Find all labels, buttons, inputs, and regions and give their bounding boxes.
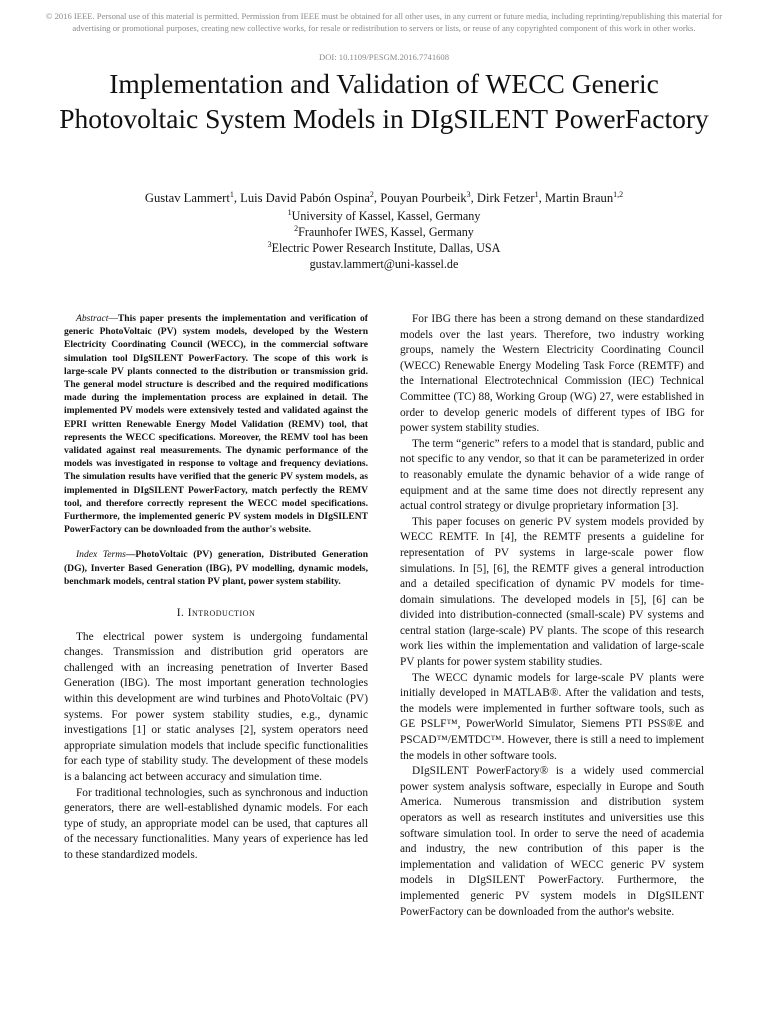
affiliation-line	[40, 224, 728, 240]
affiliation-line	[40, 240, 728, 256]
paragraph: DIgSILENT PowerFactory® is a widely used commercial power system analysis software, especially in Europe and South America. Numerous transmission and distribution system operators as well as research institutes and universities use this software simulation tool. In order to serve the need of academia and industry, the new contribution of this paper is the implementation and validation of WECC generic PV system models in DIgSILENT PowerFactory. Furthermore, the implemented generic PV system models in DIgSILENT PowerFactory can be downloaded from the author's website.	[400, 765, 704, 918]
index-terms-label: Index Terms	[76, 549, 126, 561]
author-email: gustav.lammert@uni-kassel.de	[309, 257, 459, 271]
paragraph: This paper focuses on generic PV system models provided by WECC REMTF. In [4], the REMTF presents a guideline for representation of PV systems in large-scale power flow simulations. In [5], [6], the REMTF gives a general introduction and a detailed specification of dynamic PV models for time-domain simulations. The developed models in [5], [6] can be divided into distribution-connected (small-scale) PV systems and central station (large-scale) PV plants. The scope of this research work lies within the implementation and validation of large-scale PV plants for power system stability studies.	[400, 515, 704, 669]
section-heading	[64, 606, 368, 622]
affiliation-marker: 1	[287, 207, 292, 217]
author-affil-marker: 1,2	[613, 189, 624, 199]
abstract-dash: —	[108, 313, 118, 324]
copyright-notice: © 2016 IEEE. Personal use of this material is permitted. Permission from IEEE must be obtained for all other uses, in any current or future media, including reprinting/republishing this material for advertising or promotional purposes, creating new collective works, for resale or redistribution to servers or lists, or reuse of any copyrighted component of this work in other works.	[45, 11, 723, 33]
abstract-label: Abstract	[76, 313, 109, 324]
paragraph: The electrical power system is undergoing fundamental changes. Transmission and distribution grid operators are challenged with an increasing penetration of Inverter Based Generation (IBG). The most important generation technologies within this development are wind turbines and PhotoVoltaic (PV) systems. For power system stability studies, e.g., dynamic investigations [1] or static analyses [2], system operators need appropriate simulation models that include specific functionalities for each type of stability study. The development of these models is a balancing act between accuracy and simulation time.	[64, 630, 368, 783]
author-affil-marker: 1	[534, 189, 539, 199]
affiliation-line	[40, 208, 728, 224]
author-list: Gustav Lammert$^1$, Luis David Pabón Ospina$^2$, Pouyan Pourbeik$^3$, Dirk Fetzer$^1$, Martin Braun$^{1,2}$	[144, 189, 624, 205]
author-name: Pouyan Pourbeik	[380, 191, 467, 205]
index-terms-text: PhotoVoltaic (PV) generation, Distributed Generation (DG), Inverter Based Generation (IBG), PV modelling, dynamic models, benchmark models, central station PV plant, power system stability.	[64, 549, 369, 587]
right-column	[400, 312, 704, 920]
left-column	[64, 312, 368, 864]
doi-line: DOI: 10.1109/PESGM.2016.7741608	[318, 52, 450, 62]
author-name: Dirk Fetzer	[476, 191, 535, 205]
paragraph: The WECC dynamic models for large-scale PV plants were initially developed in MATLAB®. After the validation and tests, the models were implemented in further software tools, such as GE PSLF™, PowerWorld Simulator, Siemens PTI PSS®E and PSCAD™/EMTDC™. However, there is still a need to implement the models in other software tools.	[400, 671, 704, 762]
author-affil-marker: 1	[229, 189, 234, 199]
abstract	[64, 312, 368, 536]
affiliation-text: University of Kassel, Kassel, Germany	[291, 209, 481, 223]
index-terms	[64, 548, 368, 588]
paragraph: For IBG there has been a strong demand on these standardized models over the last years. Therefore, two industry working groups, namely the Western Electricity Coordinating Council (WECC) Renewable Energy Modeling Task Force (REMTF) and the International Electrotechnical Commission (IEC) Technical Committee (TC) 88, Working Group (WG) 27, were established in order to develop generic models of different types of IBG for power system stability studies.	[400, 313, 704, 435]
affiliation-text: Fraunhofer IWES, Kassel, Germany	[298, 225, 474, 239]
author-affil-marker: 3	[466, 189, 471, 199]
author-name: Luis David Pabón Ospina	[240, 191, 370, 205]
author-name: Gustav Lammert	[144, 191, 230, 205]
affiliation-text: Electric Power Research Institute, Dallas, USA	[271, 241, 501, 255]
author-name: Martin Braun	[544, 191, 614, 205]
paper-title: Implementation and Validation of WECC Generic Photovoltaic System Models in DIgSILENT PowerFactory	[59, 68, 709, 134]
abstract-text: This paper presents the implementation and verification of generic PhotoVoltaic (PV) system models, developed by the Western Electricity Coordinating Council (WECC), in the commercial software simulation tool DIgSILENT PowerFactory. The scope of this work is large-scale PV plants connected to the distribution or transmission grid. The general model structure is described and the required modifications made during the implementation process are explained in detail. The implemented PV models were extensively tested and validated against the EPRI written Renewable Energy Model Validation (REMV) tool, that represents the WECC specifications. Moreover, the REMV tool has been validated against real measurements. The dynamic performance of the models was investigated in response to voltage and frequency deviations. The simulation results have verified that the generic PV system models, as implemented in DIgSILENT PowerFactory, match perfectly the REMV tool, and therefore correctly represent the WECC model specifications. Furthermore, the implemented generic PV system models in DIgSILENT PowerFactory can be downloaded from the author's website.	[64, 313, 368, 536]
paragraph: For traditional technologies, such as synchronous and induction generators, there are well-established dynamic models. For each type of study, an appropriate model can be used, that captures all of the necessary functionalities. Many years of experience has led to these standardized models.	[64, 786, 368, 861]
paragraph: The term “generic” refers to a model that is standard, public and not specific to any vendor, so that it can be parameterized in order to reasonably emulate the dynamic behavior of a wide range of equipment and at the same time does not directly represent any actual control strategy or divulge proprietary information [3].	[400, 437, 704, 513]
section-number: I.	[176, 607, 185, 620]
index-terms-dash: —	[125, 549, 136, 561]
author-affil-marker: 2	[369, 189, 374, 199]
affiliation-marker: 2	[294, 223, 299, 233]
section-title: Introduction	[187, 607, 256, 620]
affiliation-marker: 3	[267, 239, 272, 249]
